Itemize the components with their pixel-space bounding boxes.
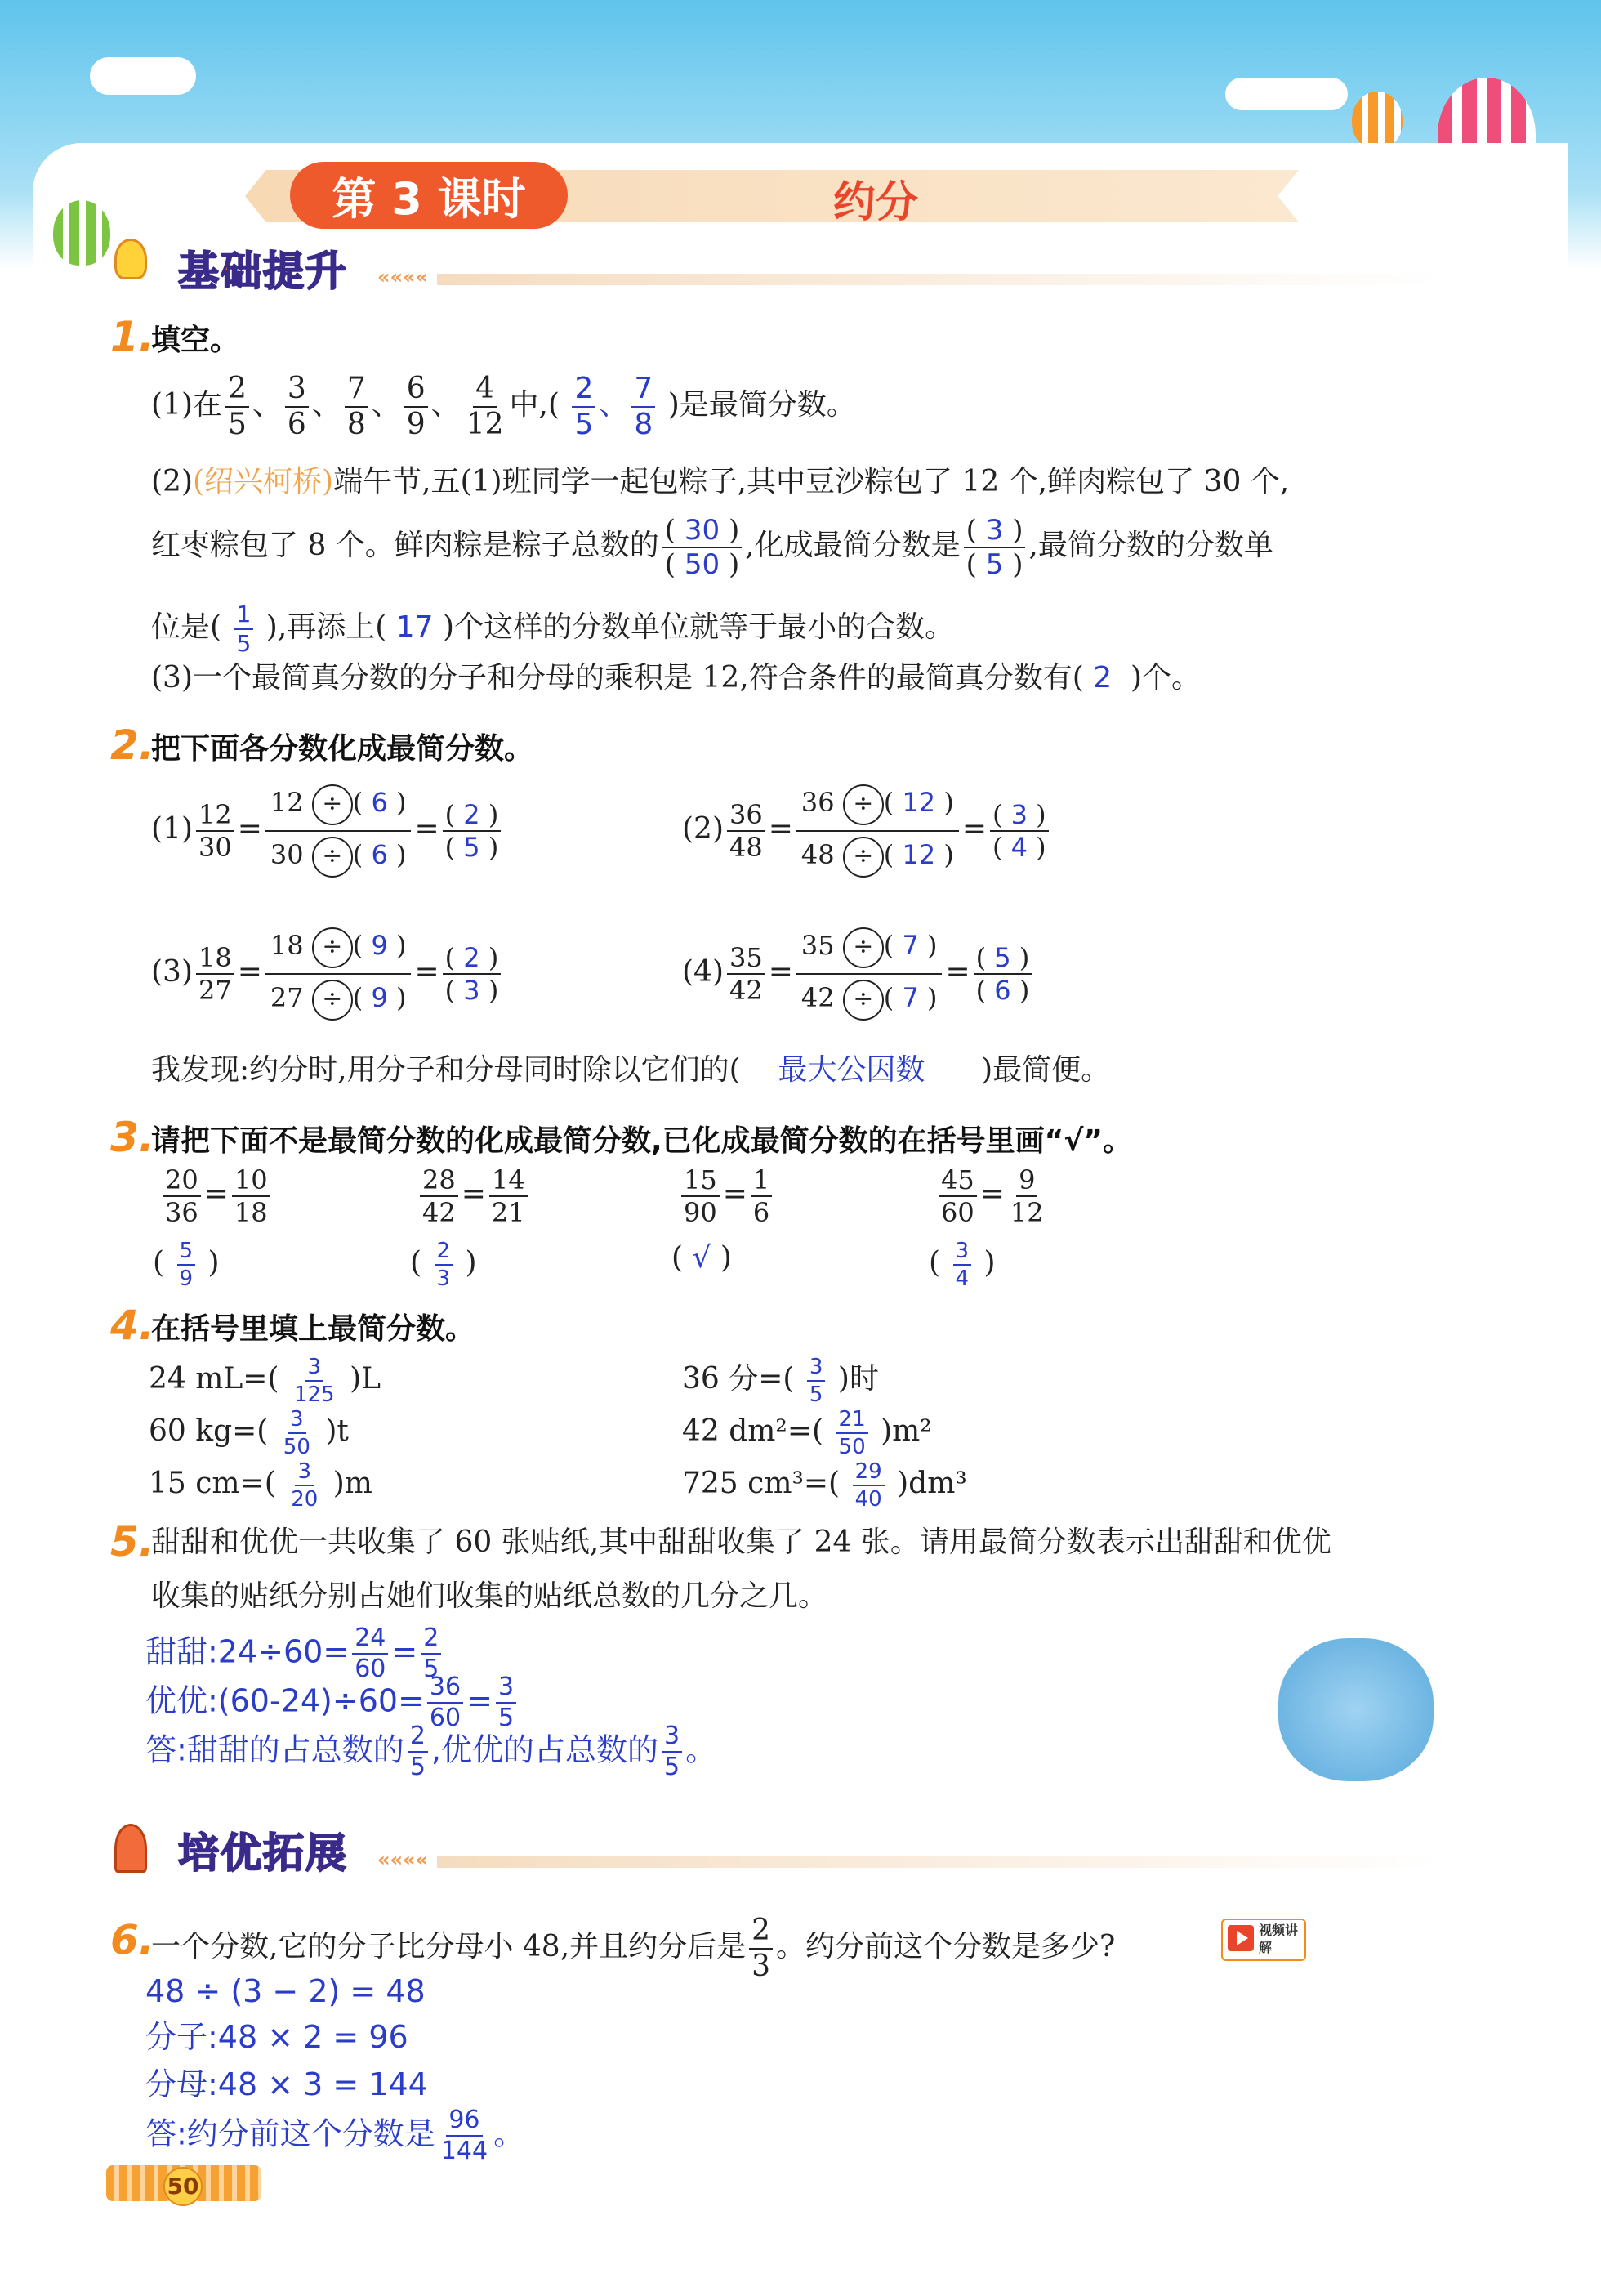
fraction <box>727 799 765 863</box>
denominator: 48 <box>729 832 763 863</box>
answer-fraction: $\frac{( 3 )}{( 5 )}$ <box>964 516 1026 578</box>
divide-sign: ÷ <box>843 927 884 968</box>
q4-item <box>682 1356 879 1405</box>
source-tag: (绍兴柯桥) <box>193 465 334 498</box>
denominator: 4 <box>955 1266 970 1291</box>
numerator: 28 <box>420 1167 458 1197</box>
divide-sign: ÷ <box>843 837 884 878</box>
item-label: (3) <box>151 955 193 989</box>
q3-item: $\frac{20}{36}$ = $\frac{10}{18}$ <box>159 1167 274 1226</box>
denominator: 27 ÷ ( 9 ) <box>265 975 412 1021</box>
divide-sign: ÷ <box>312 927 353 968</box>
q5-text-line1: 甜甜和优优一共收集了 60 张贴纸,其中甜甜收集了 24 张。请用最简分数表示出甜甜和优优 <box>151 1525 1331 1559</box>
denominator: 30 <box>198 832 232 863</box>
denominator: 3 <box>436 1266 451 1291</box>
equals-sign: = <box>945 955 970 989</box>
numerator: 36 ÷ ( 12 ) <box>796 784 959 832</box>
denominator: 40 <box>854 1487 882 1512</box>
denominator: 27 <box>198 975 232 1006</box>
answer: 6 <box>994 975 1011 1006</box>
section-basic-title: 基础提升 <box>178 248 348 295</box>
numerator: 10 <box>232 1167 270 1197</box>
divisor-answer: 7 <box>902 930 919 961</box>
fraction <box>853 1461 885 1510</box>
q3-item: $\frac{15}{90}$ = $\frac{1}{6}$ <box>678 1167 775 1226</box>
denominator: 5 <box>809 1383 823 1407</box>
q2-item <box>151 927 504 1021</box>
q5-answer-line1: 甜甜:24÷60= $\frac{24}{60}$ = $\frac{2}{5}$ <box>145 1626 444 1682</box>
denominator-value: 27 <box>270 982 304 1013</box>
fraction <box>196 799 234 863</box>
question-title: 把下面各分数化成最简分数。 <box>151 732 534 766</box>
result-fraction <box>443 799 502 863</box>
q4-unit: )dm³ <box>897 1467 967 1500</box>
denominator: ( 5 ) <box>444 832 499 863</box>
denominator: 12 <box>1010 1197 1044 1228</box>
q4-unit: )时 <box>837 1362 879 1396</box>
q4-prefix: 42 dm²=( <box>682 1414 824 1448</box>
numerator: 18 <box>196 945 234 975</box>
result-fraction <box>990 799 1049 863</box>
numerator: 3 <box>807 1356 826 1382</box>
numerator: 35 ÷ ( 7 ) <box>796 927 943 975</box>
fraction <box>288 1461 320 1510</box>
fraction <box>751 1164 772 1228</box>
denominator: 6 <box>752 1197 770 1228</box>
division-fraction <box>265 927 412 1021</box>
divide-sign: ÷ <box>312 784 353 825</box>
question-number: 3. <box>110 1114 154 1161</box>
denominator-value: 48 <box>800 839 835 870</box>
fraction <box>177 1240 196 1289</box>
q4-prefix: 15 cm=( <box>149 1467 276 1500</box>
answer: 3 <box>1010 799 1028 830</box>
q3-item: $\frac{28}{42}$ = $\frac{14}{21}$ <box>417 1167 531 1226</box>
denominator: 30 ÷ ( 6 ) <box>265 832 412 878</box>
checkmark: √ <box>692 1241 711 1275</box>
q2-item <box>682 927 1035 1021</box>
q3-answer: ( $\frac{5}{9}$ ) <box>153 1239 220 1291</box>
answer: 2 <box>463 799 480 830</box>
denominator: 90 <box>684 1197 717 1228</box>
q1-part3: (3)一个最简真分数的分子和分母的乘积是 12,符合条件的最简真分数有( 2 )个。 <box>151 661 1202 695</box>
fraction <box>807 1356 826 1405</box>
denominator: 36 <box>165 1197 198 1228</box>
denominator-value: 30 <box>270 839 304 870</box>
divide-sign: ÷ <box>843 784 884 825</box>
cloud-decoration <box>90 57 196 95</box>
q1-part2-line1: (2)(绍兴柯桥)端午节,五(1)班同学一起包粽子,其中豆沙粽包了 12 个,鲜肉粽包了 30 个, <box>151 465 1290 498</box>
fraction <box>836 1409 868 1458</box>
fraction <box>196 942 234 1006</box>
section-divider <box>437 1856 1442 1868</box>
equals-sign: = <box>961 812 987 846</box>
question-number: 4. <box>110 1302 154 1349</box>
hot-air-balloon-icon <box>53 200 110 266</box>
answer: 2 <box>463 942 480 973</box>
denominator: ( 3 ) <box>444 975 499 1006</box>
denominator: 21 <box>491 1197 525 1228</box>
numerator: ( 2 ) <box>443 945 502 975</box>
q5-answer-line3: 答:甜甜的占总数的 $\frac{2}{5}$ ,优优的占总数的 $\frac{3}{5}$ 。 <box>145 1722 717 1781</box>
chevron-decoration: «««« <box>377 266 429 288</box>
q5-text-line2: 收集的贴纸分别占她们收集的贴纸总数的几分之几。 <box>151 1579 828 1613</box>
fraction: $\frac{6}{9}$ <box>404 374 428 440</box>
numerator: ( 2 ) <box>443 802 502 832</box>
equals-sign: = <box>414 955 439 989</box>
fraction <box>163 1164 201 1228</box>
q3-answer: ( $\frac{2}{3}$ ) <box>410 1239 477 1291</box>
q4-unit: )t <box>325 1414 349 1448</box>
divisor-answer: 9 <box>371 982 388 1013</box>
q4-item <box>149 1461 372 1510</box>
fraction <box>1008 1164 1046 1228</box>
answer-fraction: $\frac{7}{8}$ <box>631 374 655 440</box>
equals-sign: = <box>414 812 439 846</box>
q6-answer: 答:约分前这个分数是 $\frac{96}{144}$ 。 <box>145 2106 525 2165</box>
q6-text: 一个分数,它的分子比分母小 48,并且约分后是 $\frac{2}{3}$ 。约分前这个分数是多少? <box>151 1914 1116 1983</box>
answer-fraction: $\frac{2}{5}$ <box>572 374 595 440</box>
section-divider <box>437 274 1442 285</box>
q4-prefix: 60 kg=( <box>149 1414 269 1448</box>
division-fraction <box>796 927 943 1021</box>
numerator: 1 <box>751 1167 772 1197</box>
fraction <box>681 1164 720 1228</box>
denominator: 9 <box>179 1266 194 1291</box>
q3-answer: ( √ ) <box>671 1241 732 1275</box>
numerator: 5 <box>177 1240 196 1266</box>
rocket-icon <box>114 1824 147 1873</box>
answer-fraction: $\frac{1}{5}$ <box>234 603 254 655</box>
section-advanced-title: 培优拓展 <box>178 1829 348 1877</box>
fraction <box>953 1240 972 1289</box>
numerator: 3 <box>295 1461 314 1486</box>
question-number: 5. <box>110 1518 154 1566</box>
denominator-value: 42 <box>800 982 835 1013</box>
numerator: 18 ÷ ( 9 ) <box>265 927 412 975</box>
q4-item <box>149 1356 381 1405</box>
fraction: $\frac{3}{6}$ <box>285 374 309 440</box>
fraction <box>435 1240 453 1289</box>
denominator: ( 4 ) <box>992 832 1046 863</box>
numerator: 36 <box>727 802 765 832</box>
equals-sign: = <box>237 812 262 846</box>
lightbulb-icon <box>114 239 147 279</box>
denominator: 125 <box>293 1383 335 1407</box>
question-number: 2. <box>110 721 154 769</box>
numerator-value: 18 <box>270 930 304 961</box>
play-icon <box>1228 1925 1254 1951</box>
q2-item <box>151 784 504 878</box>
character-illustration <box>1278 1638 1434 1781</box>
denominator: ( 6 ) <box>975 975 1030 1006</box>
q2-item <box>682 784 1052 878</box>
divisor-answer: 12 <box>902 787 936 818</box>
fraction <box>489 1164 528 1228</box>
answer: 4 <box>1010 832 1028 863</box>
question-title: 在括号里填上最简分数。 <box>151 1312 475 1346</box>
divisor-answer: 9 <box>371 930 388 961</box>
divide-sign: ÷ <box>843 980 884 1021</box>
numerator-value: 36 <box>800 787 835 818</box>
fraction: $\frac{2}{5}$ <box>225 374 249 440</box>
video-button[interactable] <box>1221 1919 1306 1961</box>
answer: 3 <box>463 975 480 1006</box>
q6-step1: 48 ÷ (3 − 2) = 48 <box>145 1973 426 2009</box>
numerator: ( 3 ) <box>990 802 1049 832</box>
q6-step3: 分母:48 × 3 = 144 <box>145 2066 428 2102</box>
answer: 5 <box>994 942 1011 973</box>
numerator: 20 <box>163 1167 201 1197</box>
denominator: 50 <box>838 1435 866 1459</box>
numerator: 15 <box>681 1167 720 1197</box>
result-fraction <box>443 942 502 1006</box>
fraction <box>292 1356 337 1405</box>
chevron-decoration: «««« <box>377 1848 429 1871</box>
fraction <box>281 1409 313 1458</box>
q4-prefix: 725 cm³=( <box>682 1467 841 1500</box>
q5-answer-line2: 优优:(60-24)÷60= $\frac{36}{60}$ = $\frac{3}{5}$ <box>145 1675 520 1731</box>
equals-sign: = <box>237 955 262 989</box>
q4-unit: )m <box>332 1467 372 1500</box>
question-title: 填空。 <box>151 324 240 357</box>
fraction <box>232 1164 270 1228</box>
numerator: 2 <box>435 1240 453 1266</box>
q3-item: $\frac{45}{60}$ = $\frac{9}{12}$ <box>935 1167 1050 1226</box>
q4-unit: )m² <box>881 1414 932 1448</box>
numerator: 35 <box>727 945 765 975</box>
result-fraction <box>974 942 1032 1006</box>
numerator: 29 <box>853 1461 885 1486</box>
q4-item <box>682 1409 932 1458</box>
numerator: 3 <box>288 1409 306 1434</box>
divisor-answer: 7 <box>902 982 919 1013</box>
numerator: 3 <box>953 1240 972 1266</box>
numerator: 12 ÷ ( 6 ) <box>265 784 412 832</box>
lesson-number: 第 3 课时 <box>290 162 568 229</box>
divisor-answer: 6 <box>371 839 388 870</box>
fraction: $\frac{4}{12}$ <box>466 372 504 441</box>
numerator-value: 35 <box>800 930 835 961</box>
equals-sign: = <box>768 955 793 989</box>
video-button-label: 视频讲解 <box>1259 1923 1299 1955</box>
answer-fraction: $\frac{( 30 )}{( 50 )}$ <box>662 516 742 578</box>
question-number: 1. <box>110 313 154 360</box>
equals-sign: = <box>768 812 793 846</box>
lesson-title: 约分 <box>833 178 919 227</box>
denominator: 20 <box>291 1487 319 1512</box>
q2-finding: 我发现:约分时,用分子和分母同时除以它们的( 最大公因数 )最简便。 <box>151 1053 1111 1087</box>
item-label: (2) <box>682 812 724 846</box>
numerator: 21 <box>836 1409 868 1434</box>
denominator: 18 <box>234 1197 268 1228</box>
division-fraction <box>265 784 412 878</box>
denominator: 60 <box>941 1197 974 1228</box>
numerator: 14 <box>489 1167 528 1197</box>
divisor-answer: 12 <box>902 839 936 870</box>
numerator: ( 5 ) <box>974 945 1032 975</box>
denominator: 50 <box>283 1435 310 1459</box>
q1-part1: (1)在 $\frac{2}{5}$ 、 $\frac{3}{6}$ 、 $\frac{7}{8}$ 、 $\frac{6}{9}$ 、 $\frac{4}{12}$ 中,( $\frac{2}{5}$ 、 $\frac{7}{8}$ )是最简分数。 <box>151 372 856 441</box>
numerator-value: 12 <box>270 787 304 818</box>
divide-sign: ÷ <box>312 837 353 878</box>
q6-step2: 分子:48 × 2 = 96 <box>145 2019 408 2055</box>
q4-item <box>682 1461 967 1510</box>
fraction <box>939 1164 977 1228</box>
denominator: 48 ÷ ( 12 ) <box>796 832 959 878</box>
divisor-answer: 6 <box>371 787 388 818</box>
fraction <box>727 942 765 1006</box>
numerator: 3 <box>305 1356 324 1382</box>
q1-part2-line2: 红枣粽包了 8 个。鲜肉粽是粽子总数的 $\frac{( 30 )}{( 50 )}$ ,化成最简分数是 $\frac{( 3 )}{( 5 )}$ ,最简分数的分数单 <box>151 514 1273 581</box>
division-fraction <box>796 784 959 878</box>
divide-sign: ÷ <box>312 980 353 1021</box>
item-label: (4) <box>682 955 724 989</box>
answer: 5 <box>463 832 480 863</box>
denominator: 42 ÷ ( 7 ) <box>796 975 943 1021</box>
numerator: 9 <box>1016 1167 1037 1197</box>
denominator: 42 <box>422 1197 456 1228</box>
q1-part2-line3: 位是( $\frac{1}{5}$ ),再添上( 17 )个这样的分数单位就等于最小的合数。 <box>151 601 955 657</box>
question-title: 请把下面不是最简分数的化成最简分数,已化成最简分数的在括号里画“√”。 <box>151 1124 1133 1158</box>
q4-prefix: 24 mL=( <box>149 1362 279 1396</box>
fraction <box>420 1164 458 1228</box>
q4-prefix: 36 分=( <box>682 1362 795 1396</box>
question-number: 6. <box>110 1916 154 1963</box>
hot-air-balloon-icon <box>1352 92 1403 149</box>
cloud-decoration <box>1225 78 1348 110</box>
page-number: 50 <box>163 2167 203 2206</box>
item-label: (1) <box>151 812 193 846</box>
numerator: 45 <box>939 1167 977 1197</box>
numerator: 12 <box>196 802 234 832</box>
q4-item <box>149 1409 349 1458</box>
denominator: 42 <box>729 975 763 1006</box>
q4-unit: )L <box>350 1362 381 1396</box>
fraction: $\frac{7}{8}$ <box>345 374 368 440</box>
q3-answer: ( $\frac{3}{4}$ ) <box>929 1239 996 1291</box>
